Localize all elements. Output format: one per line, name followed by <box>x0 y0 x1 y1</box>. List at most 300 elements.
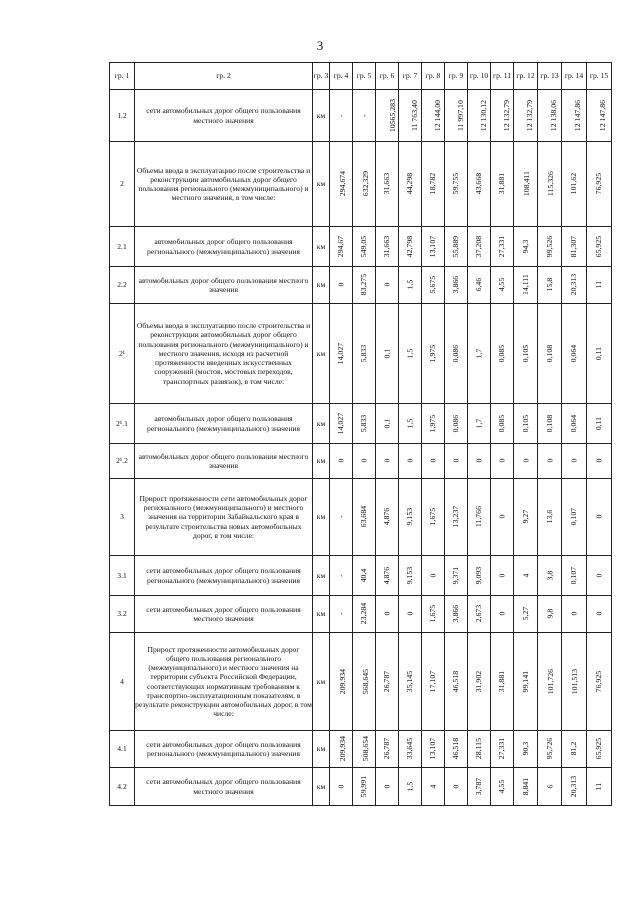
row-description: сети автомобильных дорог общего пользования местного значения <box>135 596 313 633</box>
value-cell <box>562 633 587 731</box>
value-text: 4 <box>428 784 438 789</box>
value-text: 26,787 <box>382 670 392 693</box>
value-text: 11,766 <box>474 506 484 528</box>
value-cell <box>330 227 353 267</box>
value-text: 0 <box>382 612 392 616</box>
header-cell: гр. 13 <box>538 63 562 90</box>
value-text: 0 <box>428 459 438 463</box>
value-cell <box>330 444 353 479</box>
value-text: 9,371 <box>451 566 461 585</box>
value-text: 81,2 <box>569 742 579 756</box>
value-text: 0 <box>451 459 461 463</box>
value-cell <box>399 731 422 768</box>
value-cell <box>445 731 468 768</box>
value-cell <box>587 731 612 768</box>
value-text: 11 <box>594 782 604 791</box>
value-text: 0,105 <box>520 344 530 363</box>
value-text: 13,6 <box>544 510 554 524</box>
value-text: 0 <box>336 784 346 789</box>
value-text: 632,329 <box>361 171 371 197</box>
value-text: 65,925 <box>594 738 604 760</box>
value-cell <box>587 304 612 404</box>
row-description: сети автомобильных дорог общего пользования местного значения <box>135 90 313 142</box>
value-cell <box>330 304 353 404</box>
value-cell <box>399 633 422 731</box>
value-cell <box>514 479 538 556</box>
value-text: 9,153 <box>405 508 415 526</box>
value-cell <box>422 404 445 444</box>
row-unit: км <box>313 596 330 633</box>
value-text: 3,866 <box>451 605 461 623</box>
value-cell <box>445 142 468 227</box>
value-text: 0 <box>359 459 369 463</box>
table-row <box>110 90 612 142</box>
value-text: 0 <box>569 612 579 616</box>
row-number: 4.1 <box>110 731 135 768</box>
table-row <box>110 227 612 267</box>
value-cell <box>587 556 612 596</box>
value-cell <box>422 267 445 304</box>
table-row <box>110 304 612 404</box>
value-cell <box>399 142 422 227</box>
value-text: 101,62 <box>569 173 579 195</box>
value-text: 12 144,00 <box>432 99 442 132</box>
table-body <box>110 90 612 806</box>
row-number: 2 <box>110 142 135 227</box>
value-cell <box>376 731 399 768</box>
value-cell <box>376 142 399 227</box>
value-text: 0,086 <box>451 344 461 363</box>
value-text: 3,8 <box>544 570 554 581</box>
value-cell <box>538 304 562 404</box>
value-cell <box>353 267 376 304</box>
table-row <box>110 267 612 304</box>
value-cell <box>353 731 376 768</box>
value-text: 209,934 <box>338 668 348 695</box>
value-cell <box>562 404 587 444</box>
row-number: 2¹.1 <box>110 404 135 444</box>
value-cell <box>468 479 491 556</box>
value-cell <box>330 731 353 768</box>
value-text: 0,11 <box>594 416 604 431</box>
value-cell <box>468 556 491 596</box>
value-text: 95,726 <box>544 738 554 760</box>
value-text: 46,518 <box>451 670 461 693</box>
row-description: автомобильных дорог общего пользования местного значения <box>135 444 313 479</box>
header-cell: гр. 6 <box>376 63 399 90</box>
value-cell <box>399 90 422 142</box>
value-text: 20,313 <box>569 775 579 798</box>
value-cell <box>468 731 491 768</box>
value-text: 31,663 <box>382 235 392 258</box>
value-cell <box>562 596 587 633</box>
value-text: 13,237 <box>451 506 461 528</box>
value-cell <box>376 304 399 404</box>
value-text: 0 <box>497 459 507 463</box>
value-text: 5,675 <box>428 276 438 294</box>
value-cell <box>422 596 445 633</box>
row-description: сети автомобильных дорог общего пользования регионального (межмуниципального) значения <box>135 556 313 596</box>
value-cell <box>422 444 445 479</box>
value-text: 15,8 <box>544 278 554 292</box>
value-text: 6,46 <box>474 278 484 292</box>
row-number: 4 <box>110 633 135 731</box>
value-cell <box>445 479 468 556</box>
value-text: 12 147,86 <box>597 99 607 132</box>
value-cell <box>353 90 376 142</box>
value-cell <box>587 633 612 731</box>
value-cell <box>562 768 587 806</box>
value-text: 0 <box>382 283 392 287</box>
value-text: 0,107 <box>569 566 579 585</box>
value-cell <box>514 304 538 404</box>
value-cell <box>330 556 353 596</box>
value-cell <box>353 479 376 556</box>
value-cell <box>587 768 612 806</box>
value-text: - <box>336 114 346 117</box>
value-cell <box>376 227 399 267</box>
value-text: 0,105 <box>520 414 530 433</box>
value-text: 37,208 <box>474 235 484 258</box>
value-cell <box>468 768 491 806</box>
value-text: 20,313 <box>569 274 579 296</box>
value-cell <box>468 444 491 479</box>
value-cell <box>445 596 468 633</box>
value-text: 99,526 <box>544 235 554 258</box>
value-text: 0 <box>382 784 392 789</box>
value-text: 209,934 <box>338 736 348 762</box>
value-cell <box>491 556 514 596</box>
value-text: 12 132,79 <box>501 99 511 132</box>
value-text: 5,27 <box>520 607 530 621</box>
header-cell: гр. 4 <box>330 63 353 90</box>
value-text: 14,027 <box>336 342 346 365</box>
value-cell <box>422 633 445 731</box>
value-text: 4,55 <box>497 278 507 292</box>
row-number: 2.2 <box>110 267 135 304</box>
table-row <box>110 404 612 444</box>
value-cell <box>514 227 538 267</box>
row-unit: км <box>313 227 330 267</box>
value-cell <box>422 142 445 227</box>
value-cell <box>514 90 538 142</box>
value-text: 3,787 <box>474 777 484 796</box>
value-cell <box>399 768 422 806</box>
row-unit: км <box>313 267 330 304</box>
value-cell <box>491 633 514 731</box>
value-cell <box>538 404 562 444</box>
row-description: Прирост протяженности автомобильных дорог общего пользования регионального (межмуниципального) и местного значения на территории субъекта Российской Федерации, соответствующих нормативным требованиям к транспортно-эксплуатационным показателям, в результате реконструкции автомобильных дорог, в том числе: <box>135 633 313 731</box>
value-text: 12 138,06 <box>548 99 558 132</box>
row-description: автомобильных дорог общего пользования регионального (межмуниципального) значения <box>135 404 313 444</box>
value-text: 43,668 <box>474 173 484 195</box>
value-cell <box>468 404 491 444</box>
value-text: 508,654 <box>361 736 371 762</box>
value-cell <box>491 479 514 556</box>
value-text: 294,674 <box>338 171 348 197</box>
value-text: 42,798 <box>405 235 415 258</box>
value-text: 0 <box>520 459 530 463</box>
value-text: 12 132,79 <box>524 99 534 132</box>
row-description: Прирост протяженности сети автомобильных дорог регионального (межмуниципального) и местного значения на территории Забайкальского края в результате строительства новых автомобильных дорог, в том числе: <box>135 479 313 556</box>
value-cell <box>468 633 491 731</box>
value-text: 1,975 <box>428 414 438 433</box>
value-cell <box>538 90 562 142</box>
value-cell <box>491 444 514 479</box>
value-text: 568,645 <box>361 668 371 695</box>
value-text: 59,991 <box>359 775 369 798</box>
value-cell <box>538 731 562 768</box>
value-cell <box>330 633 353 731</box>
value-text: 1,7 <box>474 348 484 359</box>
value-text: 1,5 <box>405 418 415 429</box>
value-cell <box>422 304 445 404</box>
value-text: 31,663 <box>382 173 392 195</box>
value-cell <box>514 444 538 479</box>
value-cell <box>562 304 587 404</box>
value-cell <box>491 227 514 267</box>
value-text: 0,108 <box>544 344 554 363</box>
value-text: 3,866 <box>451 276 461 294</box>
value-cell <box>376 444 399 479</box>
indicators-table <box>109 62 612 806</box>
value-text: 0,1 <box>382 348 392 359</box>
value-cell <box>514 768 538 806</box>
value-cell <box>353 227 376 267</box>
value-text: 12 147,86 <box>572 99 582 132</box>
row-unit: км <box>313 142 330 227</box>
value-cell <box>330 479 353 556</box>
value-text: 1,5 <box>405 348 415 359</box>
value-cell <box>399 304 422 404</box>
value-cell <box>491 768 514 806</box>
header-cell: гр. 9 <box>445 63 468 90</box>
value-cell <box>376 768 399 806</box>
value-cell <box>330 596 353 633</box>
header-cell: гр. 2 <box>135 63 313 90</box>
value-cell <box>562 267 587 304</box>
value-text: 0 <box>594 515 604 519</box>
value-cell <box>468 142 491 227</box>
value-text: 0,085 <box>497 344 507 363</box>
value-cell <box>330 404 353 444</box>
value-cell <box>376 596 399 633</box>
value-cell <box>422 556 445 596</box>
value-cell <box>468 304 491 404</box>
value-cell <box>538 768 562 806</box>
value-cell <box>422 90 445 142</box>
row-description: автомобильных дорог общего пользования местного значения <box>135 267 313 304</box>
value-cell <box>562 731 587 768</box>
value-cell <box>353 556 376 596</box>
table-row <box>110 142 612 227</box>
value-text: 101,726 <box>546 668 556 695</box>
row-number: 1.2 <box>110 90 135 142</box>
value-cell <box>445 444 468 479</box>
value-text: 11 763,40 <box>409 100 419 131</box>
row-number: 3 <box>110 479 135 556</box>
value-text: 6 <box>544 784 554 789</box>
value-text: 35,145 <box>405 670 415 693</box>
value-text: 11 <box>594 281 604 289</box>
value-cell <box>445 768 468 806</box>
value-text: 12 130,12 <box>478 99 488 132</box>
row-description: сети автомобильных дорог общего пользования регионального (межмуниципального) значения <box>135 731 313 768</box>
value-cell <box>353 596 376 633</box>
value-text: 4,55 <box>497 779 507 794</box>
value-cell <box>353 768 376 806</box>
value-cell <box>587 142 612 227</box>
value-cell <box>353 404 376 444</box>
value-cell <box>587 444 612 479</box>
value-cell <box>399 444 422 479</box>
value-text: 18,782 <box>428 173 438 195</box>
header-row <box>110 63 612 90</box>
value-text: 1,675 <box>428 508 438 526</box>
row-unit: км <box>313 479 330 556</box>
value-cell <box>538 227 562 267</box>
value-cell <box>376 267 399 304</box>
value-text: 55,889 <box>451 235 461 258</box>
value-cell <box>330 768 353 806</box>
value-text: 0 <box>405 612 415 616</box>
value-text: 9,093 <box>474 566 484 585</box>
row-unit: км <box>313 731 330 768</box>
value-text: 0,064 <box>569 344 579 363</box>
value-text: 4,876 <box>382 508 392 526</box>
value-text: 1,5 <box>405 781 415 792</box>
table-row <box>110 479 612 556</box>
value-cell <box>491 90 514 142</box>
value-cell <box>376 90 399 142</box>
value-text: 13,107 <box>428 738 438 760</box>
row-number: 3.1 <box>110 556 135 596</box>
value-text: 23,284 <box>359 603 369 625</box>
value-text: 63,684 <box>359 506 369 528</box>
row-number: 4.2 <box>110 768 135 806</box>
value-text: 13,107 <box>428 235 438 258</box>
value-cell <box>562 90 587 142</box>
value-cell <box>538 444 562 479</box>
value-cell <box>491 267 514 304</box>
row-unit: км <box>313 444 330 479</box>
value-cell <box>422 768 445 806</box>
value-cell <box>353 444 376 479</box>
header-cell: гр. 5 <box>353 63 376 90</box>
value-cell <box>399 267 422 304</box>
value-text: 1,7 <box>474 418 484 429</box>
value-text: 28,115 <box>474 738 484 760</box>
value-text: 40,4 <box>359 568 369 583</box>
value-cell <box>514 404 538 444</box>
value-cell <box>587 90 612 142</box>
value-cell <box>399 596 422 633</box>
value-cell <box>376 633 399 731</box>
value-cell <box>562 556 587 596</box>
value-cell <box>445 227 468 267</box>
value-text: 9,153 <box>405 566 415 585</box>
header-cell: гр. 12 <box>514 63 538 90</box>
value-text: 11 997,10 <box>455 100 465 131</box>
value-cell <box>376 479 399 556</box>
value-cell <box>376 556 399 596</box>
value-cell <box>491 731 514 768</box>
value-cell <box>376 404 399 444</box>
table-row <box>110 444 612 479</box>
row-unit: км <box>313 304 330 404</box>
value-text: 101,513 <box>570 668 580 695</box>
value-text: 0 <box>405 459 415 463</box>
value-cell <box>514 596 538 633</box>
value-text: - <box>359 114 369 117</box>
value-cell <box>468 267 491 304</box>
value-text: 0 <box>497 515 507 519</box>
value-cell <box>468 90 491 142</box>
value-text: 5,833 <box>359 344 369 363</box>
value-text: 0,107 <box>569 508 579 526</box>
row-description: автомобильных дорог общего пользования регионального (межмуниципального) значения <box>135 227 313 267</box>
value-text: 1,675 <box>428 605 438 623</box>
value-text: 4 <box>520 573 530 578</box>
row-number: 3.2 <box>110 596 135 633</box>
value-text: 76,925 <box>594 173 604 195</box>
row-number: 2¹.2 <box>110 444 135 479</box>
value-text: 0 <box>428 573 438 578</box>
value-cell <box>445 267 468 304</box>
value-text: 90,3 <box>520 742 530 756</box>
value-cell <box>353 304 376 404</box>
value-cell <box>587 227 612 267</box>
page-number: 3 <box>316 38 324 53</box>
value-cell <box>468 227 491 267</box>
value-text: - <box>336 612 346 616</box>
value-text: 27,331 <box>497 738 507 760</box>
value-cell <box>562 227 587 267</box>
value-text: 33,645 <box>405 738 415 760</box>
value-cell <box>353 142 376 227</box>
value-cell <box>468 596 491 633</box>
value-cell <box>587 267 612 304</box>
value-text: 0 <box>474 459 484 463</box>
value-cell <box>399 404 422 444</box>
value-cell <box>491 304 514 404</box>
value-cell <box>538 596 562 633</box>
header-cell: гр. 15 <box>587 63 612 90</box>
table-row <box>110 596 612 633</box>
value-text: 0,11 <box>594 346 604 361</box>
value-text: 0 <box>336 459 346 463</box>
value-text: 31,902 <box>474 670 484 693</box>
value-text: - <box>336 515 346 519</box>
value-text: 9,8 <box>544 609 554 619</box>
value-text: 14,111 <box>520 274 530 296</box>
header-cell: гр. 11 <box>491 63 514 90</box>
value-cell <box>562 142 587 227</box>
value-text: 0,1 <box>382 418 392 429</box>
value-cell <box>330 142 353 227</box>
value-cell <box>514 556 538 596</box>
value-cell <box>538 479 562 556</box>
header-cell: гр. 7 <box>399 63 422 90</box>
table-row <box>110 633 612 731</box>
row-description: Объемы ввода в эксплуатацию после строительства и реконструкции автомобильных дорог общего пользования регионального (межмуниципального) и местного значения, исходя из расчетной протяженности введенных искусственных сооружений (мостов, мостовых переходов, транспортных развязок), в том числе: <box>135 304 313 404</box>
value-text: 27,331 <box>497 235 507 258</box>
value-text: 0 <box>594 459 604 463</box>
value-text: 94,3 <box>520 239 530 254</box>
value-cell <box>562 479 587 556</box>
value-text: 0,064 <box>569 414 579 433</box>
value-text: 108,411 <box>521 171 531 197</box>
